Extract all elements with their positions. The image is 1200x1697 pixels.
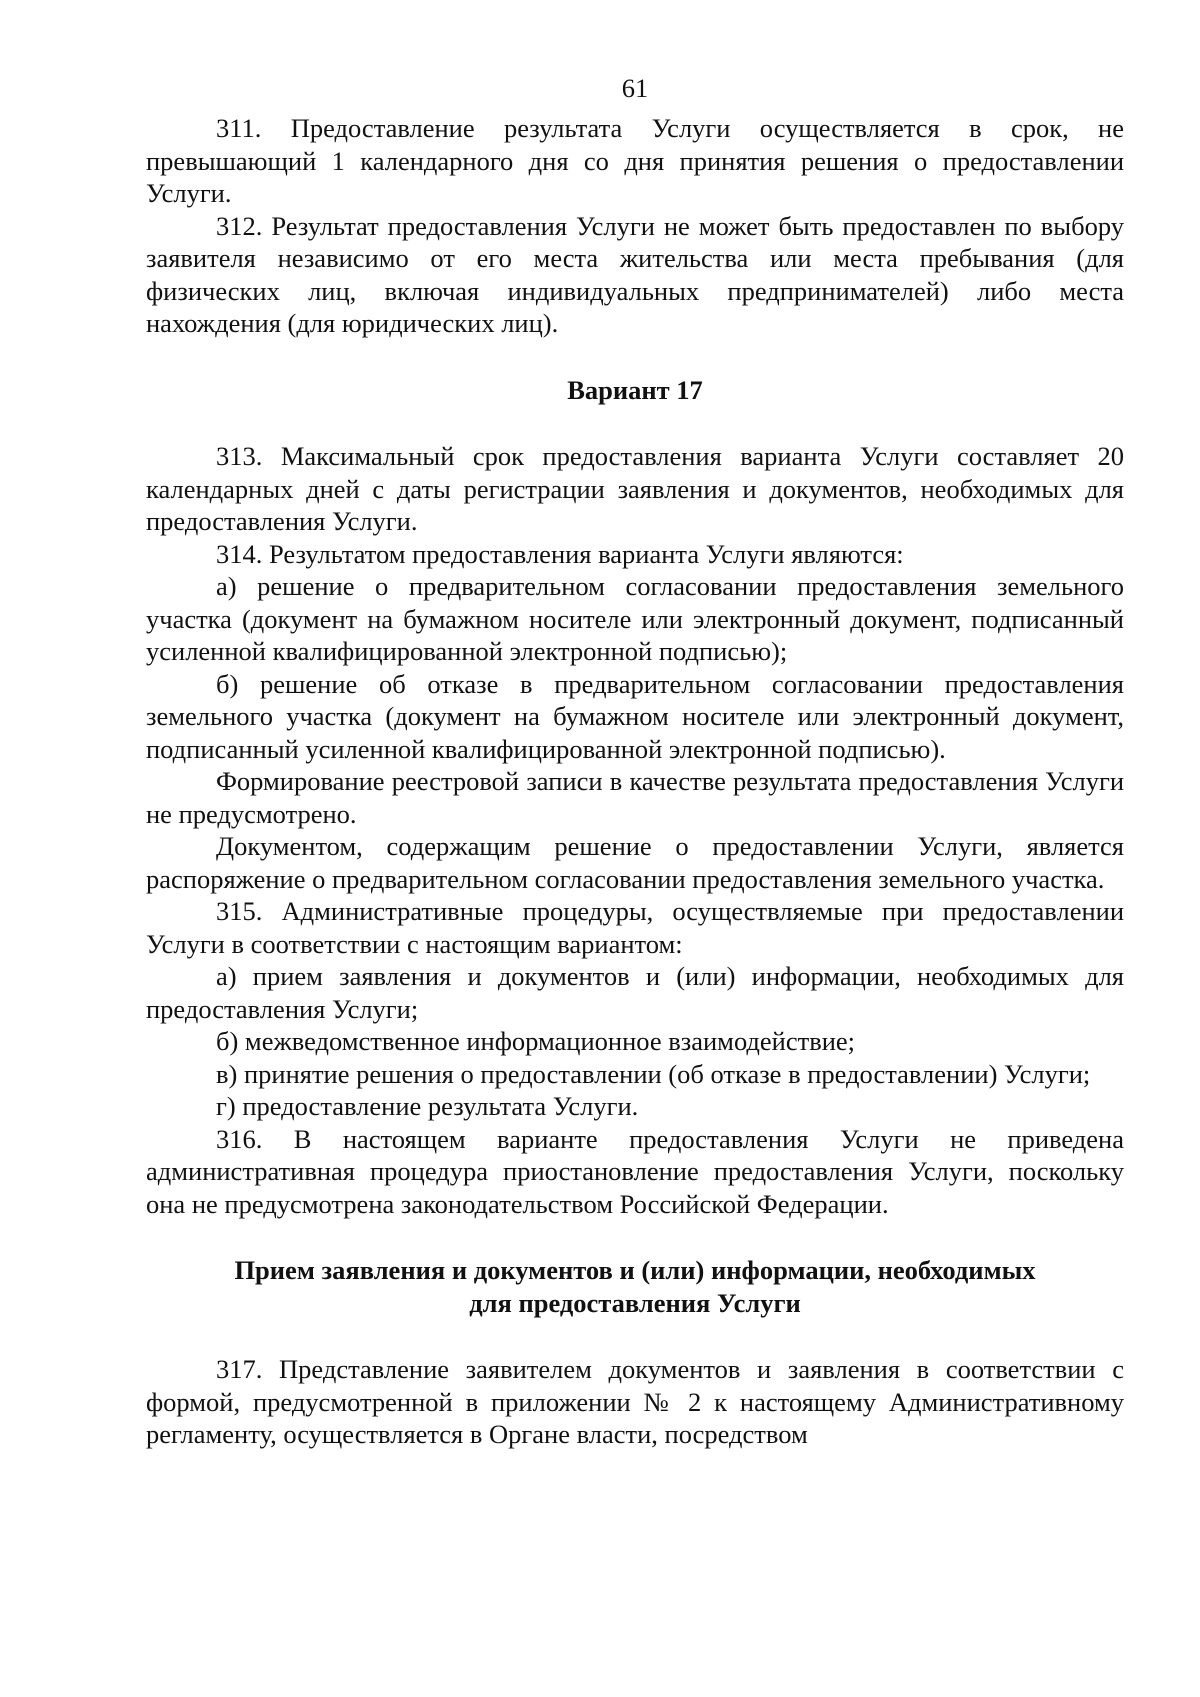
paragraph-decision-document: Документом, содержащим решение о предоставлении Услуги, является распоряжение о предварительном согласовании предоставления земельного участка. [146,831,1124,894]
paragraph-314: 314. Результатом предоставления варианта Услуги являются: [216,538,904,569]
page-number: 61 [621,73,649,103]
document-page [146,70,1124,1451]
paragraph-315: 315. Административные процедуры, осуществляемые при предоставлении Услуги в соответствии с настоящим вариантом: [146,896,1124,959]
section-heading-line-1: Прием заявления и документов и (или) информации, необходимых [234,1255,1036,1285]
section-heading [146,1254,1124,1319]
variant-heading: Вариант 17 [567,374,703,405]
paragraph-315-b: б) межведомственное информационное взаимодействие; [216,1026,856,1056]
paragraph-314-b: б) решение об отказе в предварительном согласовании предоставления земельного участка (документ на бумажном носителе или электронный документ, подписанный усиленной квалифицированной электронной подписью). [146,668,1124,764]
paragraph-313: 313. Максимальный срок предоставления варианта Услуги составляет 20 календарных дней с даты регистрации заявления и документов, необходимых для предоставления Услуги. [146,441,1124,536]
paragraph-314-a: а) решение о предварительном согласовании предоставления земельного участка (документ на бумажном носителе или электронный документ, подписанный усиленной квалифицированной электронной подписью); [146,571,1124,666]
section-heading-line-2: для предоставления Услуги [469,1287,801,1318]
paragraph-317: 317. Представление заявителем документов и заявления в соответствии с формой, предусмотренной в приложении № 2 к настоящему Административному регламенту, осуществляется в Органе власти, посредством [146,1354,1124,1449]
paragraph-312: 312. Результат предоставления Услуги не может быть предоставлен по выбору заявителя независимо от его места жительства или места пребывания (для физических лиц, включая индивидуальных предпринимателей) либо места нахождения (для юридических лиц). [146,210,1124,338]
paragraph-316: 316. В настоящем варианте предоставления Услуги не приведена административная процедура приостановление предоставления Услуги, поскольку она не предусмотрена законодательством Российской Федерации. [146,1123,1124,1219]
paragraph-315-g: г) предоставление результата Услуги. [216,1091,639,1121]
paragraph-311: 311. Предоставление результата Услуги осуществляется в срок, не превышающий 1 календарного дня со дня принятия решения о предоставлении Услуги. [146,113,1124,208]
paragraph-registry-record: Формирование реестровой записи в качестве результата предоставления Услуги не предусмотрено. [146,766,1124,829]
paragraph-315-a: а) прием заявления и документов и (или) информации, необходимых для предоставления Услуги; [146,961,1124,1024]
paragraph-315-v: в) принятие решения о предоставлении (об отказе в предоставлении) Услуги; [216,1058,1091,1089]
